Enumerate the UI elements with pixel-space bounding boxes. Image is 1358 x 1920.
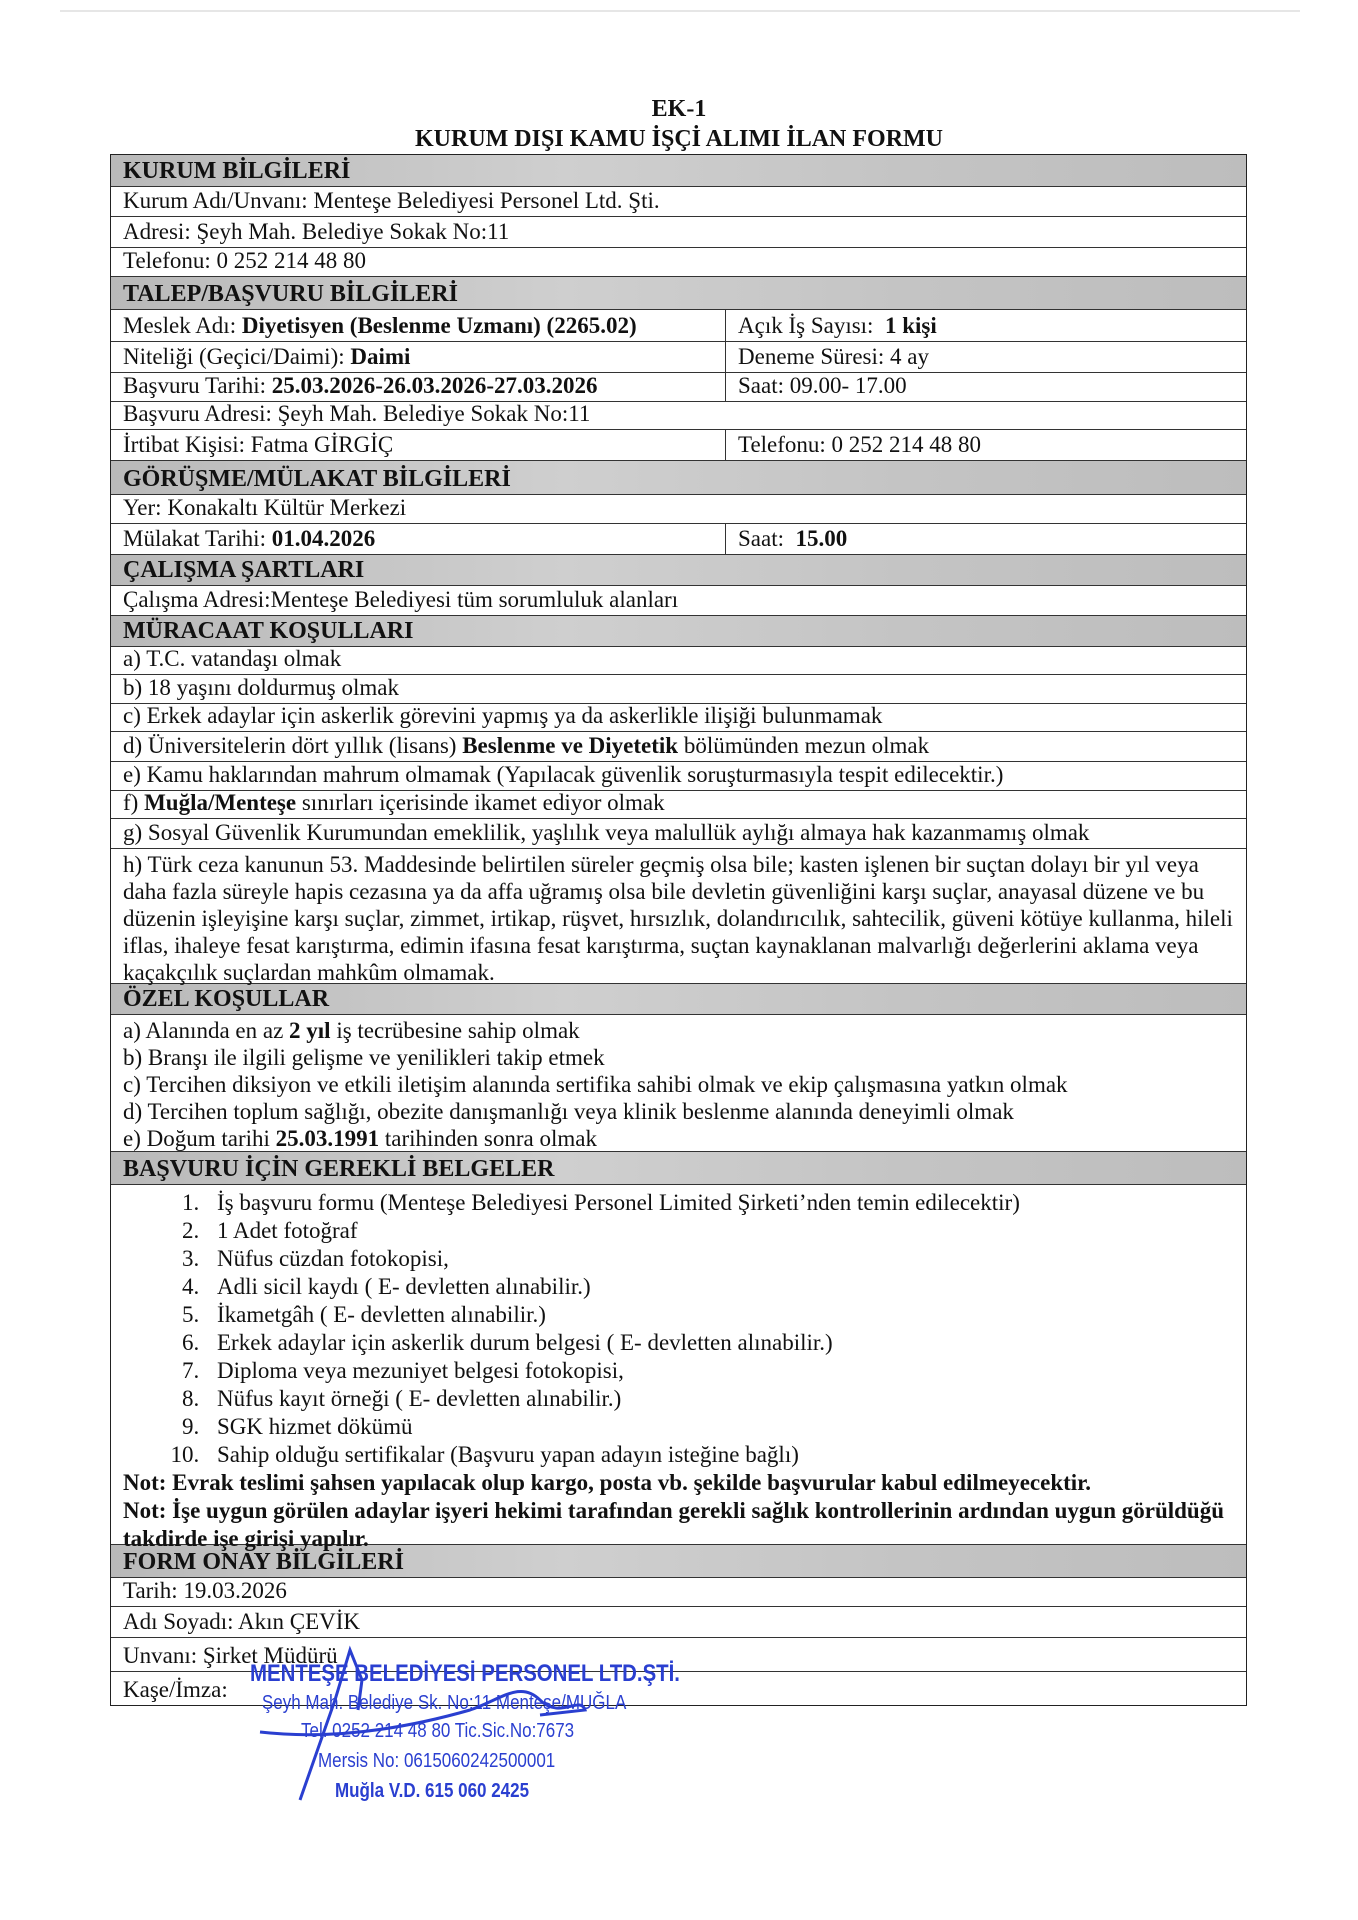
talep-meslek-row: Meslek Adı: Diyetisyen (Beslenme Uzmanı) (2265.02) Açık İş Sayısı: 1 kişi: [111, 310, 1246, 342]
section-calisma: ÇALIŞMA ŞARTLARI: [111, 555, 1246, 586]
list-item: 1. İş başvuru formu (Menteşe Belediyesi Personel Limited Şirketi’nden temin edilecektir): [205, 1189, 1238, 1217]
section-muracaat: MÜRACAAT KOŞULLARI: [111, 616, 1246, 647]
company-stamp: MENTEŞE BELEDİYESİ PERSONEL LTD.ŞTİ. Şeyh Mah. Belediye Sk. No:11 Menteşe/MUĞLA Tel: 0252 214 48 80 Tic.Sic.No:7673 Mersis No: 0615060242500001 Muğla V.D. 615 060 2425: [250, 1660, 680, 1802]
annex-label: EK-1: [651, 96, 707, 122]
muracaat-f: f) Muğla/Menteşe sınırları içerisinde ikamet ediyor olmak: [111, 791, 1246, 819]
list-item: 7. Diploma veya mezuniyet belgesi fotokopisi,: [205, 1357, 1238, 1385]
note-evrak: Not: Evrak teslimi şahsen yapılacak olup kargo, posta vb. şekilde başvurular kabul edilmeyecektir.: [123, 1470, 1092, 1495]
muracaat-g: g) Sosyal Güvenlik Kurumundan emeklilik, yaşlılık veya malullük aylığı almaya hak kazanmamış olmak: [111, 819, 1246, 849]
list-item: 2. 1 Adet fotoğraf: [205, 1217, 1238, 1245]
muracaat-e: e) Kamu haklarından mahrum olmamak (Yapılacak güvenlik soruşturmasıyla tespit edilecektir.): [111, 762, 1246, 791]
list-item: 6. Erkek adaylar için askerlik durum belgesi ( E- devletten alınabilir.): [205, 1329, 1238, 1357]
talep-nitelik-row: Niteliği (Geçici/Daimi): Daimi Deneme Süresi: 4 ay: [111, 342, 1246, 373]
section-gorusme: GÖRÜŞME/MÜLAKAT BİLGİLERİ: [111, 461, 1246, 495]
list-item: 10. Sahip olduğu sertifikalar (Başvuru yapan adayın isteğine bağlı): [205, 1441, 1238, 1469]
form-table: [110, 154, 1247, 1706]
list-item: 9. SGK hizmet dökümü: [205, 1413, 1238, 1441]
talep-adres: Başvuru Adresi: Şeyh Mah. Belediye Sokak No:11: [111, 402, 1246, 430]
list-item: 3. Nüfus cüzdan fotokopisi,: [205, 1245, 1238, 1273]
muracaat-d: d) Üniversitelerin dört yıllık (lisans) Beslenme ve Diyetetik bölümünden mezun olmak: [111, 732, 1246, 762]
section-kurum: KURUM BİLGİLERİ: [111, 155, 1246, 187]
list-item: 4. Adli sicil kaydı ( E- devletten alınabilir.): [205, 1273, 1238, 1301]
section-ozel: ÖZEL KOŞULLAR: [111, 984, 1246, 1015]
list-item: 5. İkametgâh ( E- devletten alınabilir.): [205, 1301, 1238, 1329]
ozel-d: d) Tercihen toplum sağlığı, obezite danışmanlığı veya klinik beslenme alanında deneyimli olmak: [123, 1099, 1014, 1124]
muracaat-a: a) T.C. vatandaşı olmak: [111, 647, 1246, 675]
muracaat-c: c) Erkek adaylar için askerlik görevini yapmış ya da askerlikle ilişiği bulunmamak: [111, 704, 1246, 732]
onay-ad: Adı Soyadı: Akın ÇEVİK: [111, 1607, 1246, 1638]
ozel-a: a) Alanında en az 2 yıl iş tecrübesine sahip olmak: [123, 1018, 580, 1043]
talep-tarih-row: Başvuru Tarihi: 25.03.2026-26.03.2026-27.03.2026 Saat: 09.00- 17.00: [111, 373, 1246, 402]
talep-irtibat-row: İrtibat Kişisi: Fatma GİRGİÇ Telefonu: 0 252 214 48 80: [111, 430, 1246, 461]
muracaat-h: h) Türk ceza kanunun 53. Maddesinde belirtilen süreler geçmiş olsa bile; kasten işlenen bir suçtan dolayı bir yıl veya daha fazla süreyle hapis cezasına ya da affa uğramış olsa bile devletin güvenliğini karşı suçlar, anayasal düzene ve bu düzenin işleyişine karşı suçlar, zimmet, irtikap, rüşvet, hırsızlık, dolandırıcılık, sahtecilik, güveni kötüye kullanma, hileli iflas, ihaleye fesat karıştırma, edimin ifasına fesat karıştırma, suçtan kaynaklanan malvarlığı değerlerini aklama veya kaçakçılık suçlardan mahkûm olmamak.: [111, 849, 1246, 984]
ozel-b: b) Branşı ile ilgili gelişme ve yenilikleri takip etmek: [123, 1045, 605, 1070]
note-saglik: Not: İşe uygun görülen adaylar işyeri hekimi tarafından gerekli sağlık kontrollerinin ardından uygun görüldüğü takdirde işe girişi yapılır.: [123, 1498, 1225, 1551]
muracaat-b: b) 18 yaşını doldurmuş olmak: [111, 675, 1246, 704]
documents-list: [123, 1189, 1238, 1469]
section-belgeler: BAŞVURU İÇİN GEREKLİ BELGELER: [111, 1152, 1246, 1185]
onay-tarih: Tarih: 19.03.2026: [111, 1578, 1246, 1607]
document-title: KURUM DIŞI KAMU İŞÇİ ALIMI İLAN FORMU: [414, 126, 944, 152]
list-item: 8. Nüfus kayıt örneği ( E- devletten alınabilir.): [205, 1385, 1238, 1413]
scan-artifact: [60, 10, 1300, 12]
ozel-list: [111, 1015, 1246, 1152]
calisma-adres: Çalışma Adresi:Menteşe Belediyesi tüm sorumluluk alanları: [111, 586, 1246, 616]
section-onay: FORM ONAY BİLGİLERİ: [111, 1545, 1246, 1578]
gorusme-tarih-row: Mülakat Tarihi: 01.04.2026 Saat: 15.00: [111, 524, 1246, 555]
ozel-c: c) Tercihen diksiyon ve etkili iletişim alanında sertifika sahibi olmak ve ekip çalışmasına yatkın olmak: [123, 1072, 1068, 1097]
ozel-e: e) Doğum tarihi 25.03.1991 tarihinden sonra olmak: [123, 1126, 597, 1151]
belgeler-list: [111, 1185, 1246, 1551]
onay-kase: Kaşe/İmza:: [111, 1672, 1246, 1706]
section-talep: TALEP/BAŞVURU BİLGİLERİ: [111, 277, 1246, 310]
kurum-phone: Telefonu: 0 252 214 48 80: [111, 248, 1246, 277]
kurum-name: Kurum Adı/Unvanı: Menteşe Belediyesi Personel Ltd. Şti.: [111, 187, 1246, 217]
onay-unvan: Unvanı: Şirket Müdürü: [111, 1638, 1246, 1672]
gorusme-yer: Yer: Konakaltı Kültür Merkezi: [111, 495, 1246, 524]
signature-icon: [240, 1640, 600, 1820]
kurum-address: Adresi: Şeyh Mah. Belediye Sokak No:11: [111, 217, 1246, 248]
